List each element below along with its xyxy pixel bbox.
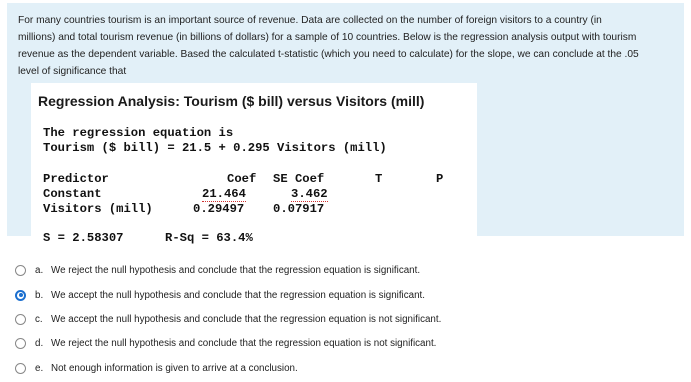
header-t: T bbox=[375, 172, 383, 186]
equation-label: The regression equation is bbox=[43, 126, 234, 140]
regression-output-box bbox=[31, 83, 477, 245]
question-panel bbox=[7, 3, 684, 245]
header-p: P bbox=[436, 172, 444, 186]
output-title: Regression Analysis: Tourism ($ bill) versus Visitors (mill) bbox=[38, 93, 425, 109]
question-line-2: millions) and total tourism revenue (in billions of dollars) for a sample of 10 countries. Below is the regression analysis output with tourism bbox=[18, 32, 637, 43]
option-letter: d. bbox=[35, 337, 44, 349]
option-letter: c. bbox=[35, 313, 43, 325]
option-a[interactable] bbox=[15, 262, 655, 278]
row-constant-predictor: Constant bbox=[43, 187, 102, 201]
option-b[interactable] bbox=[15, 287, 655, 303]
radio-option-b[interactable] bbox=[15, 290, 26, 301]
r-squared-statistic: R-Sq = 63.4% bbox=[165, 231, 253, 245]
option-text: We reject the null hypothesis and conclude that the regression equation is significant. bbox=[51, 264, 421, 276]
regression-equation: Tourism ($ bill) = 21.5 + 0.295 Visitors (mill) bbox=[43, 141, 387, 155]
question-line-4: level of significance that bbox=[18, 66, 127, 77]
question-line-1: For many countries tourism is an important source of revenue. Data are collected on the number of foreign visitors to a country (in bbox=[18, 15, 602, 26]
row-constant-coef: 21.464 bbox=[202, 187, 246, 201]
header-se-coef: SE Coef bbox=[273, 172, 325, 186]
header-coef: Coef bbox=[227, 172, 257, 186]
row-visitors-predictor: Visitors (mill) bbox=[43, 202, 153, 216]
row-visitors-coef: 0.29497 bbox=[193, 202, 245, 216]
radio-option-c[interactable] bbox=[15, 314, 26, 325]
option-e[interactable] bbox=[15, 360, 655, 376]
option-text: Not enough information is given to arrive at a conclusion. bbox=[51, 362, 298, 374]
option-text: We reject the null hypothesis and conclude that the regression equation is not significant. bbox=[51, 337, 437, 349]
option-d[interactable] bbox=[15, 335, 655, 351]
radio-option-a[interactable] bbox=[15, 265, 26, 276]
s-statistic: S = 2.58307 bbox=[43, 231, 124, 245]
option-text: We accept the null hypothesis and conclude that the regression equation is significant. bbox=[51, 289, 425, 301]
row-visitors-se-coef: 0.07917 bbox=[273, 202, 325, 216]
option-text: We accept the null hypothesis and conclude that the regression equation is not significant. bbox=[51, 313, 442, 325]
question-line-3: revenue as the dependent variable. Based the calculated t-statistic (which you need to calculate) for the slope, we can conclude at the .05 bbox=[18, 49, 639, 60]
row-constant-se-coef: 3.462 bbox=[291, 187, 328, 201]
option-letter: b. bbox=[35, 289, 44, 301]
option-letter: e. bbox=[35, 362, 44, 374]
radio-option-e[interactable] bbox=[15, 363, 26, 374]
option-letter: a. bbox=[35, 264, 44, 276]
radio-option-d[interactable] bbox=[15, 338, 26, 349]
header-predictor: Predictor bbox=[43, 172, 109, 186]
option-c[interactable] bbox=[15, 311, 655, 327]
question-text bbox=[18, 12, 678, 80]
